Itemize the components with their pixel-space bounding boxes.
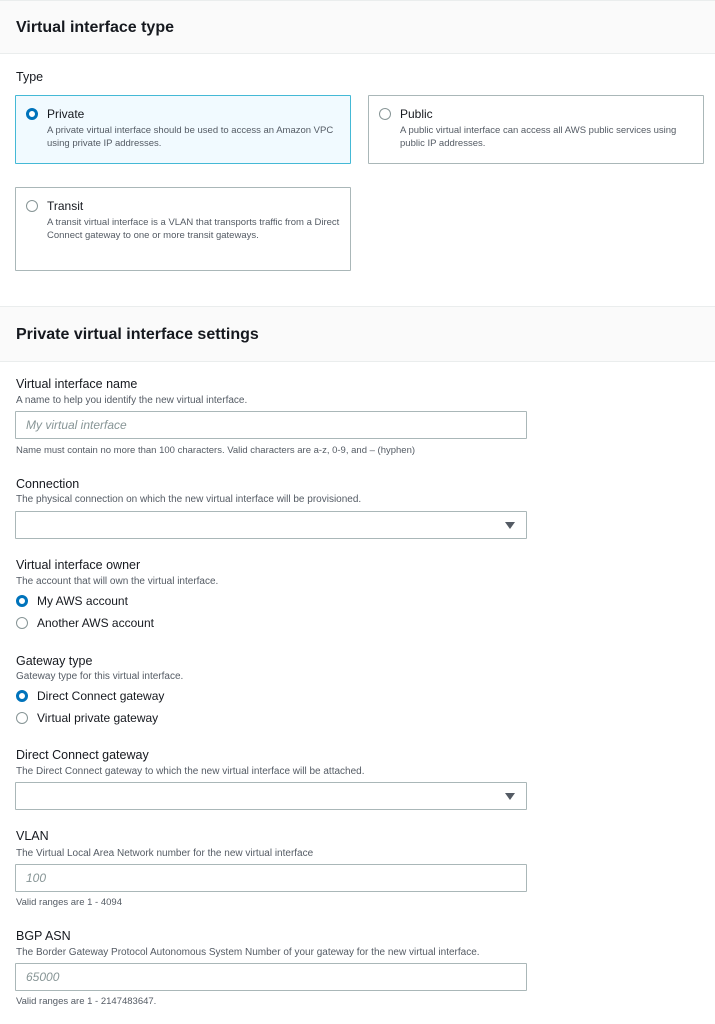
type-tile-description: A transit virtual interface is a VLAN that transports traffic from a Direct Connect gateway to one or more transit gateways. (47, 217, 340, 241)
vlan-field-label: VLAN (16, 829, 49, 843)
connection-select[interactable] (15, 511, 527, 539)
connection-field-label: Connection (16, 477, 80, 491)
type-section-title: Virtual interface type (16, 19, 174, 36)
radio-another-aws-account[interactable] (16, 617, 28, 629)
vlan-field-description: The Virtual Local Area Network number for the new virtual interface (16, 848, 314, 859)
type-tile-title: Private (47, 107, 85, 121)
radio-public[interactable] (379, 108, 391, 120)
caret-down-icon (505, 522, 515, 529)
type-tile-title: Public (400, 107, 433, 121)
settings-section-header (0, 306, 715, 362)
gateway-option-virtual-private[interactable] (16, 709, 158, 727)
type-tile-private[interactable] (15, 95, 351, 164)
virtual-interface-name-input[interactable] (16, 412, 526, 438)
type-tile-description: A private virtual interface should be used to access an Amazon VPC using private IP addresses. (47, 125, 334, 149)
name-input-box[interactable] (15, 411, 527, 439)
owner-option-label: My AWS account (37, 594, 128, 608)
dc-gateway-field-label: Direct Connect gateway (16, 748, 149, 762)
type-tile-description: A public virtual interface can access all AWS public services using public IP addresses. (400, 125, 677, 149)
vlan-input-box[interactable] (15, 864, 527, 892)
owner-field-label: Virtual interface owner (16, 558, 141, 572)
radio-private[interactable] (26, 108, 38, 120)
radio-transit[interactable] (26, 200, 38, 212)
bgp-field-constraint: Valid ranges are 1 - 2147483647. (16, 996, 157, 1007)
type-tile-title: Transit (47, 199, 84, 213)
bgp-field-label: BGP ASN (16, 929, 71, 943)
caret-down-icon (505, 793, 515, 800)
vlan-input[interactable] (16, 865, 526, 891)
radio-my-aws-account[interactable] (16, 595, 28, 607)
owner-field-description: The account that will own the virtual interface. (16, 576, 219, 587)
radio-direct-connect-gateway[interactable] (16, 690, 28, 702)
bgp-field-description: The Border Gateway Protocol Autonomous System Number of your gateway for the new virtual interface. (16, 947, 480, 958)
connection-field-description: The physical connection on which the new virtual interface will be provisioned. (16, 494, 362, 505)
radio-virtual-private-gateway[interactable] (16, 712, 28, 724)
bgp-asn-input[interactable] (16, 964, 526, 990)
vlan-field-constraint: Valid ranges are 1 - 4094 (16, 897, 122, 908)
type-field-label: Type (16, 70, 44, 84)
type-section-header (0, 0, 715, 54)
type-tile-transit[interactable] (15, 187, 351, 271)
owner-option-my-account[interactable] (16, 592, 128, 610)
gateway-option-direct-connect[interactable] (16, 687, 164, 705)
name-field-description: A name to help you identify the new virtual interface. (16, 395, 248, 406)
gateway-option-label: Virtual private gateway (37, 711, 159, 725)
bgp-input-box[interactable] (15, 963, 527, 991)
name-field-label: Virtual interface name (16, 377, 138, 391)
owner-option-another-account[interactable] (16, 614, 154, 632)
dc-gateway-field-description: The Direct Connect gateway to which the new virtual interface will be attached. (16, 766, 365, 777)
name-field-constraint: Name must contain no more than 100 characters. Valid characters are a-z, 0-9, and – (hyphen) (16, 445, 416, 456)
dc-gateway-select[interactable] (15, 782, 527, 810)
owner-option-label: Another AWS account (37, 616, 154, 630)
gateway-type-field-description: Gateway type for this virtual interface. (16, 671, 184, 682)
gateway-type-field-label: Gateway type (16, 654, 93, 668)
settings-section-title: Private virtual interface settings (16, 326, 259, 343)
gateway-option-label: Direct Connect gateway (37, 689, 165, 703)
type-tile-public[interactable] (368, 95, 704, 164)
